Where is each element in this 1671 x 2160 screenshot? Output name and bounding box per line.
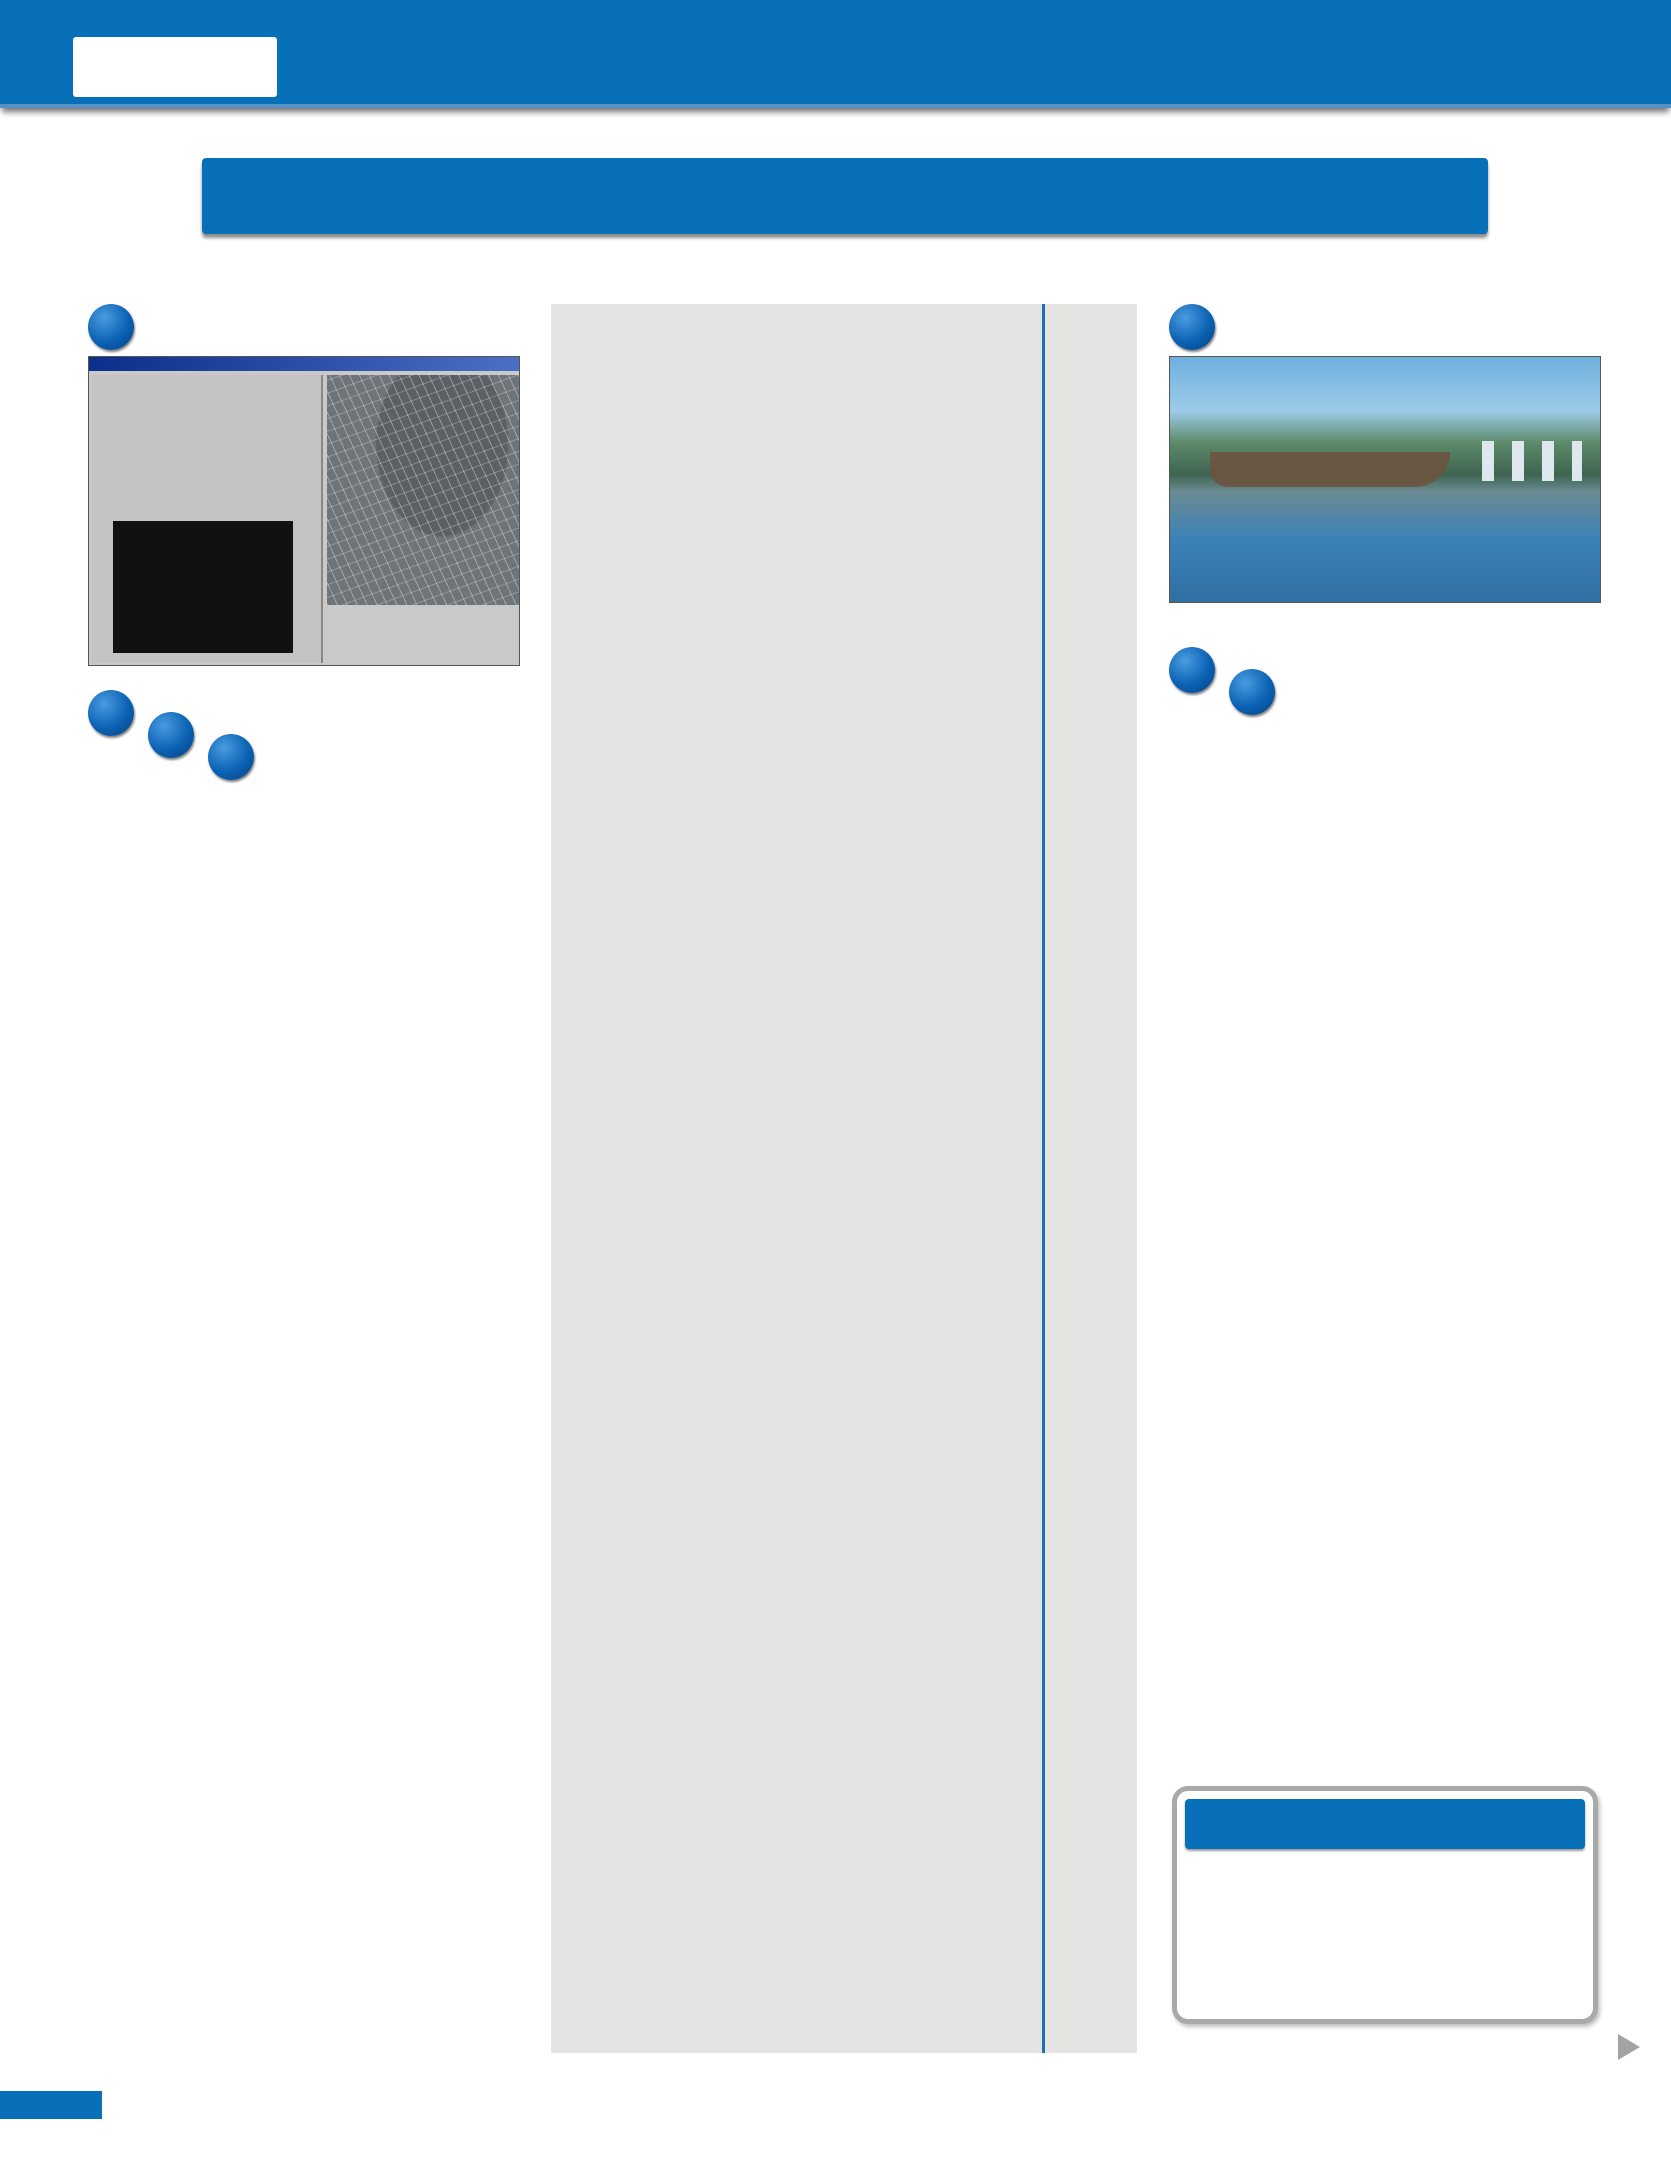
number-badge-icon bbox=[1169, 647, 1215, 693]
header-bar bbox=[0, 0, 1671, 108]
number-badge-icon bbox=[88, 690, 134, 736]
left-column bbox=[88, 302, 520, 786]
c4d-logo bbox=[113, 521, 293, 653]
number-badge-icon bbox=[1229, 669, 1275, 715]
page-title-banner bbox=[202, 158, 1488, 234]
page-number bbox=[0, 2091, 102, 2119]
section-tag bbox=[73, 37, 277, 97]
column-divider bbox=[1042, 304, 1045, 2053]
number-badge-icon bbox=[208, 734, 254, 780]
window-titlebar bbox=[89, 357, 519, 371]
cinema4d-screenshot bbox=[88, 356, 520, 666]
3dmark-figure bbox=[1169, 324, 1601, 603]
right-column bbox=[1169, 302, 1601, 721]
number-badge-icon bbox=[1169, 304, 1215, 350]
number-badge-icon bbox=[148, 712, 194, 758]
number-badge-icon bbox=[88, 304, 134, 350]
next-page-arrow-icon bbox=[1618, 2034, 1640, 2060]
thanks-box bbox=[1172, 1786, 1598, 2024]
wireframe-render bbox=[327, 375, 519, 605]
scoring-table bbox=[551, 304, 1137, 2053]
cinema4d-figure bbox=[88, 316, 520, 666]
3dmark-screenshot bbox=[1169, 356, 1601, 603]
